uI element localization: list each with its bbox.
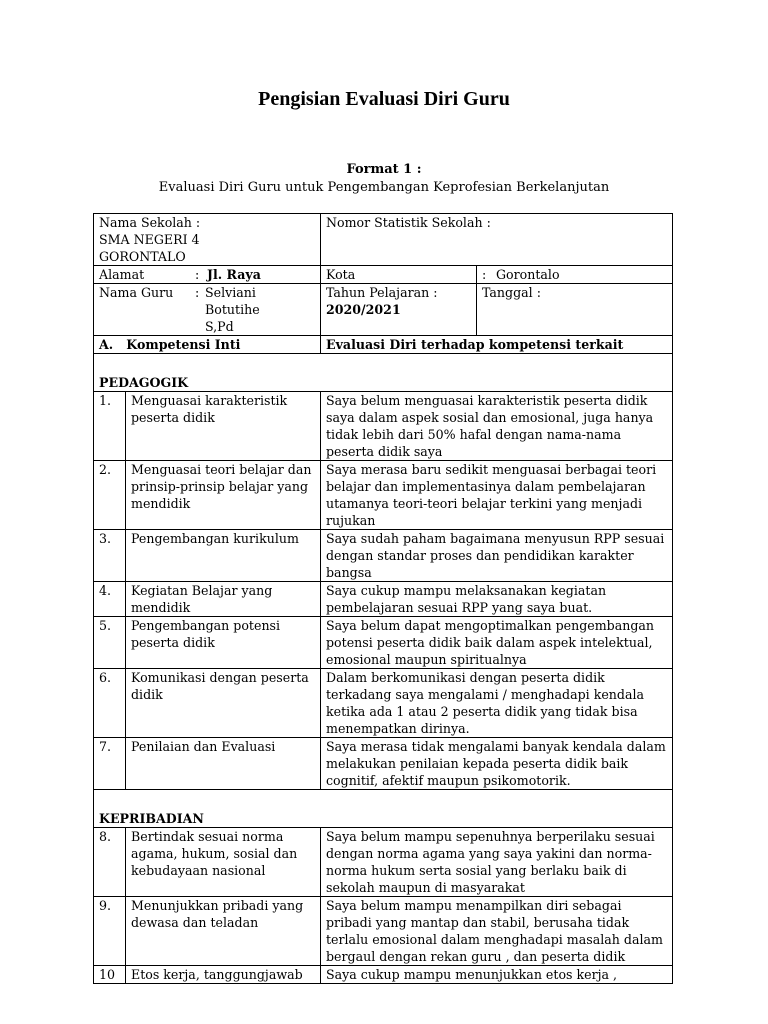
table-row: [94, 392, 673, 461]
nss-cell: [321, 214, 673, 266]
info-row-address: [94, 266, 673, 284]
evaluation-header: Evaluasi Diri terhadap kompetensi terkait: [321, 336, 673, 354]
row-evaluation: Saya merasa baru sedikit menguasai berbagai teori belajar dan implementasinya dalam pembelajaran utamanya teori-teori belajar terkini yang menjadi rujukan: [321, 461, 673, 530]
address-cell: [94, 266, 321, 284]
table-row: [94, 897, 673, 966]
row-evaluation: Dalam berkomunikasi dengan peserta didik terkadang saya mengalami / menghadapi kendala ketika ada 1 atau 2 peserta didik yang tidak bisa menempatkan dirinya.: [321, 669, 673, 738]
row-number: 3.: [94, 530, 126, 582]
teacher-cell: [94, 284, 321, 336]
city-value-cell: [477, 266, 673, 284]
city-label: Kota: [326, 267, 356, 282]
table-row: [94, 738, 673, 790]
table-row: [94, 828, 673, 897]
row-competency: Komunikasi dengan peserta didik: [126, 669, 321, 738]
row-competency: Kegiatan Belajar yang mendidik: [126, 582, 321, 617]
year-value: 2020/2021: [326, 302, 401, 317]
row-evaluation: Saya belum mampu menampilkan diri sebagai pribadi yang mantap dan stabil, berusaha tidak terlalu emosional dalam menghadapi masalah dalam bergaul dengan rekan guru , dan peserta didik: [321, 897, 673, 966]
school-name-cell: [94, 214, 321, 266]
row-number: 1.: [94, 392, 126, 461]
section-pedagogik: PEDAGOGIK: [94, 354, 673, 392]
table-row: [94, 530, 673, 582]
city-label-cell: [321, 266, 477, 284]
row-competency: Menguasai teori belajar dan prinsip-prinsip belajar yang mendidik: [126, 461, 321, 530]
date-label: Tanggal :: [482, 285, 541, 300]
evaluation-table: [93, 213, 673, 984]
row-number: 4.: [94, 582, 126, 617]
page-title: Pengisian Evaluasi Diri Guru: [258, 88, 510, 110]
row-number: 9.: [94, 897, 126, 966]
table-row: [94, 461, 673, 530]
row-number: 7.: [94, 738, 126, 790]
row-evaluation: Saya sudah paham bagaimana menyusun RPP sesuai dengan standar proses dan pendidikan karakter bangsa: [321, 530, 673, 582]
row-number: 6.: [94, 669, 126, 738]
address-colon: :: [195, 267, 200, 282]
section-pedagogik-row: [94, 354, 673, 392]
year-label: Tahun Pelajaran :: [326, 285, 438, 300]
city-colon: :: [482, 267, 487, 282]
row-competency: Pengembangan kurikulum: [126, 530, 321, 582]
table-row: [94, 966, 673, 984]
row-competency: Penilaian dan Evaluasi: [126, 738, 321, 790]
header-row: [94, 336, 673, 354]
row-number: 8.: [94, 828, 126, 897]
section-kepribadian: KEPRIBADIAN: [94, 790, 673, 828]
school-name-label: Nama Sekolah :: [99, 215, 201, 230]
row-competency: Bertindak sesuai norma agama, hukum, sosial dan kebudayaan nasional: [126, 828, 321, 897]
table-row: [94, 669, 673, 738]
info-row-school: [94, 214, 673, 266]
row-number: 2.: [94, 461, 126, 530]
teacher-colon: :: [195, 285, 200, 300]
competency-header: A. Kompetensi Inti: [94, 336, 321, 354]
row-evaluation: Saya belum mampu sepenuhnya berperilaku sesuai dengan norma agama yang saya yakini dan norma-norma hukum serta sosial yang berlaku baik di sekolah maupun di masyarakat: [321, 828, 673, 897]
row-number: 10: [94, 966, 126, 984]
subtitle: Evaluasi Diri Guru untuk Pengembangan Keprofesian Berkelanjutan: [158, 180, 610, 195]
year-cell: [321, 284, 477, 336]
row-number: 5.: [94, 617, 126, 669]
row-competency: Menunjukkan pribadi yang dewasa dan teladan: [126, 897, 321, 966]
address-label: Alamat: [99, 267, 145, 282]
row-evaluation: Saya cukup mampu menunjukkan etos kerja ,: [321, 966, 673, 984]
address-value: Jl. Raya: [207, 267, 261, 282]
date-cell: [477, 284, 673, 336]
format-label: Format 1 :: [346, 162, 422, 177]
row-evaluation: Saya cukup mampu melaksanakan kegiatan pembelajaran sesuai RPP yang saya buat.: [321, 582, 673, 617]
teacher-value: Selviani Botutihe S,Pd: [205, 285, 260, 334]
school-name-value: SMA NEGERI 4 GORONTALO: [99, 232, 200, 264]
table-row: [94, 617, 673, 669]
teacher-label: Nama Guru: [99, 285, 174, 300]
info-row-teacher: [94, 284, 673, 336]
nss-label: Nomor Statistik Sekolah :: [326, 215, 491, 230]
row-competency: Menguasai karakteristik peserta didik: [126, 392, 321, 461]
row-evaluation: Saya belum dapat mengoptimalkan pengembangan potensi peserta didik baik dalam aspek intelektual, emosional maupun spiritualnya: [321, 617, 673, 669]
row-evaluation: Saya merasa tidak mengalami banyak kendala dalam melakukan penilaian kepada peserta didik baik cognitif, afektif maupun psikomotorik.: [321, 738, 673, 790]
row-evaluation: Saya belum menguasai karakteristik peserta didik saya dalam aspek sosial dan emosional, juga hanya tidak lebih dari 50% hafal dengan nama-nama peserta didik saya: [321, 392, 673, 461]
table-row: [94, 582, 673, 617]
row-competency: Etos kerja, tanggungjawab: [126, 966, 321, 984]
city-value: Gorontalo: [496, 267, 560, 282]
row-competency: Pengembangan potensi peserta didik: [126, 617, 321, 669]
section-kepribadian-row: [94, 790, 673, 828]
